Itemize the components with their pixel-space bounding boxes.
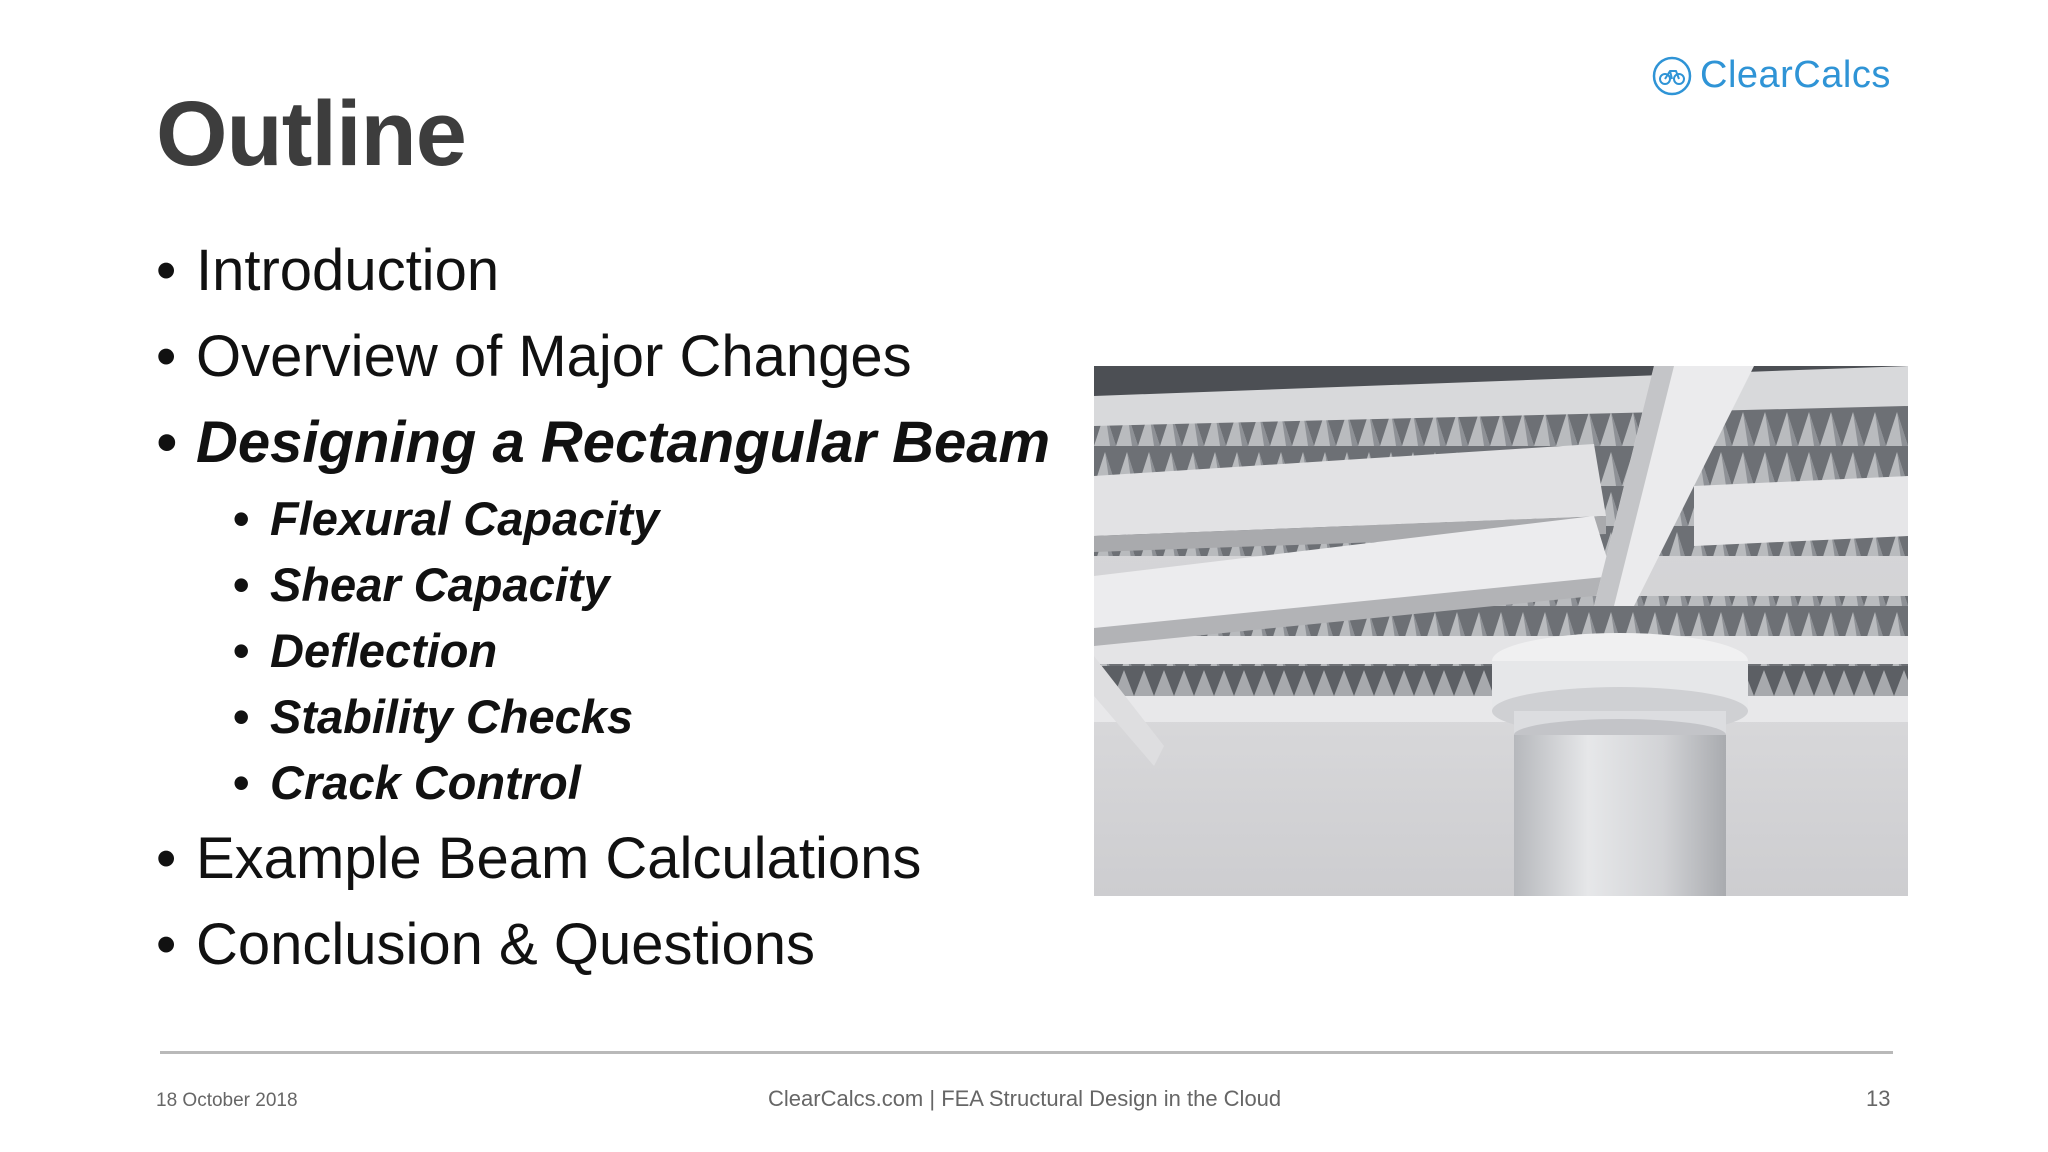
outline-subitem-crack-control: • Crack Control <box>156 750 1056 816</box>
clearcalcs-logo <box>1652 54 1891 97</box>
outline-item-label: Overview of Major Changes <box>196 324 912 389</box>
beam-column-photo <box>1094 366 1908 896</box>
outline-item-major-changes <box>156 314 1056 400</box>
outline-item-label: Example Beam Calculations <box>196 826 922 891</box>
footer-tagline: ClearCalcs.com | FEA Structural Design in the Cloud <box>768 1086 1282 1111</box>
outline-subitem-deflection: • Deflection <box>156 618 1056 684</box>
outline-item-label: Designing a Rectangular Beam <box>196 410 1051 475</box>
outline-subitem-shear-capacity: • Shear Capacity <box>156 552 1056 618</box>
outline-subitem-stability-checks: • Stability Checks <box>156 684 1056 750</box>
slide-number: 13 <box>1866 1086 1891 1111</box>
outline-item-label: Introduction <box>196 238 500 303</box>
outline-item-introduction <box>156 228 1056 314</box>
outline-subitem-flexural-capacity: • Flexural Capacity <box>156 486 1056 552</box>
outline-subitems <box>156 486 1056 816</box>
outline-item-rectangular-beam <box>156 400 1056 486</box>
logo-text: ClearCalcs <box>1700 54 1891 96</box>
outline-list <box>156 228 1056 988</box>
slide-title: Outline <box>156 83 466 185</box>
footer-divider <box>160 1051 1893 1054</box>
outline-item-example-calculations <box>156 816 1056 902</box>
outline-item-label: Conclusion & Questions <box>196 912 815 977</box>
outline-item-conclusion <box>156 902 1056 988</box>
bicycle-logo-icon <box>1652 56 1692 96</box>
footer-date: 18 October 2018 <box>156 1090 298 1111</box>
